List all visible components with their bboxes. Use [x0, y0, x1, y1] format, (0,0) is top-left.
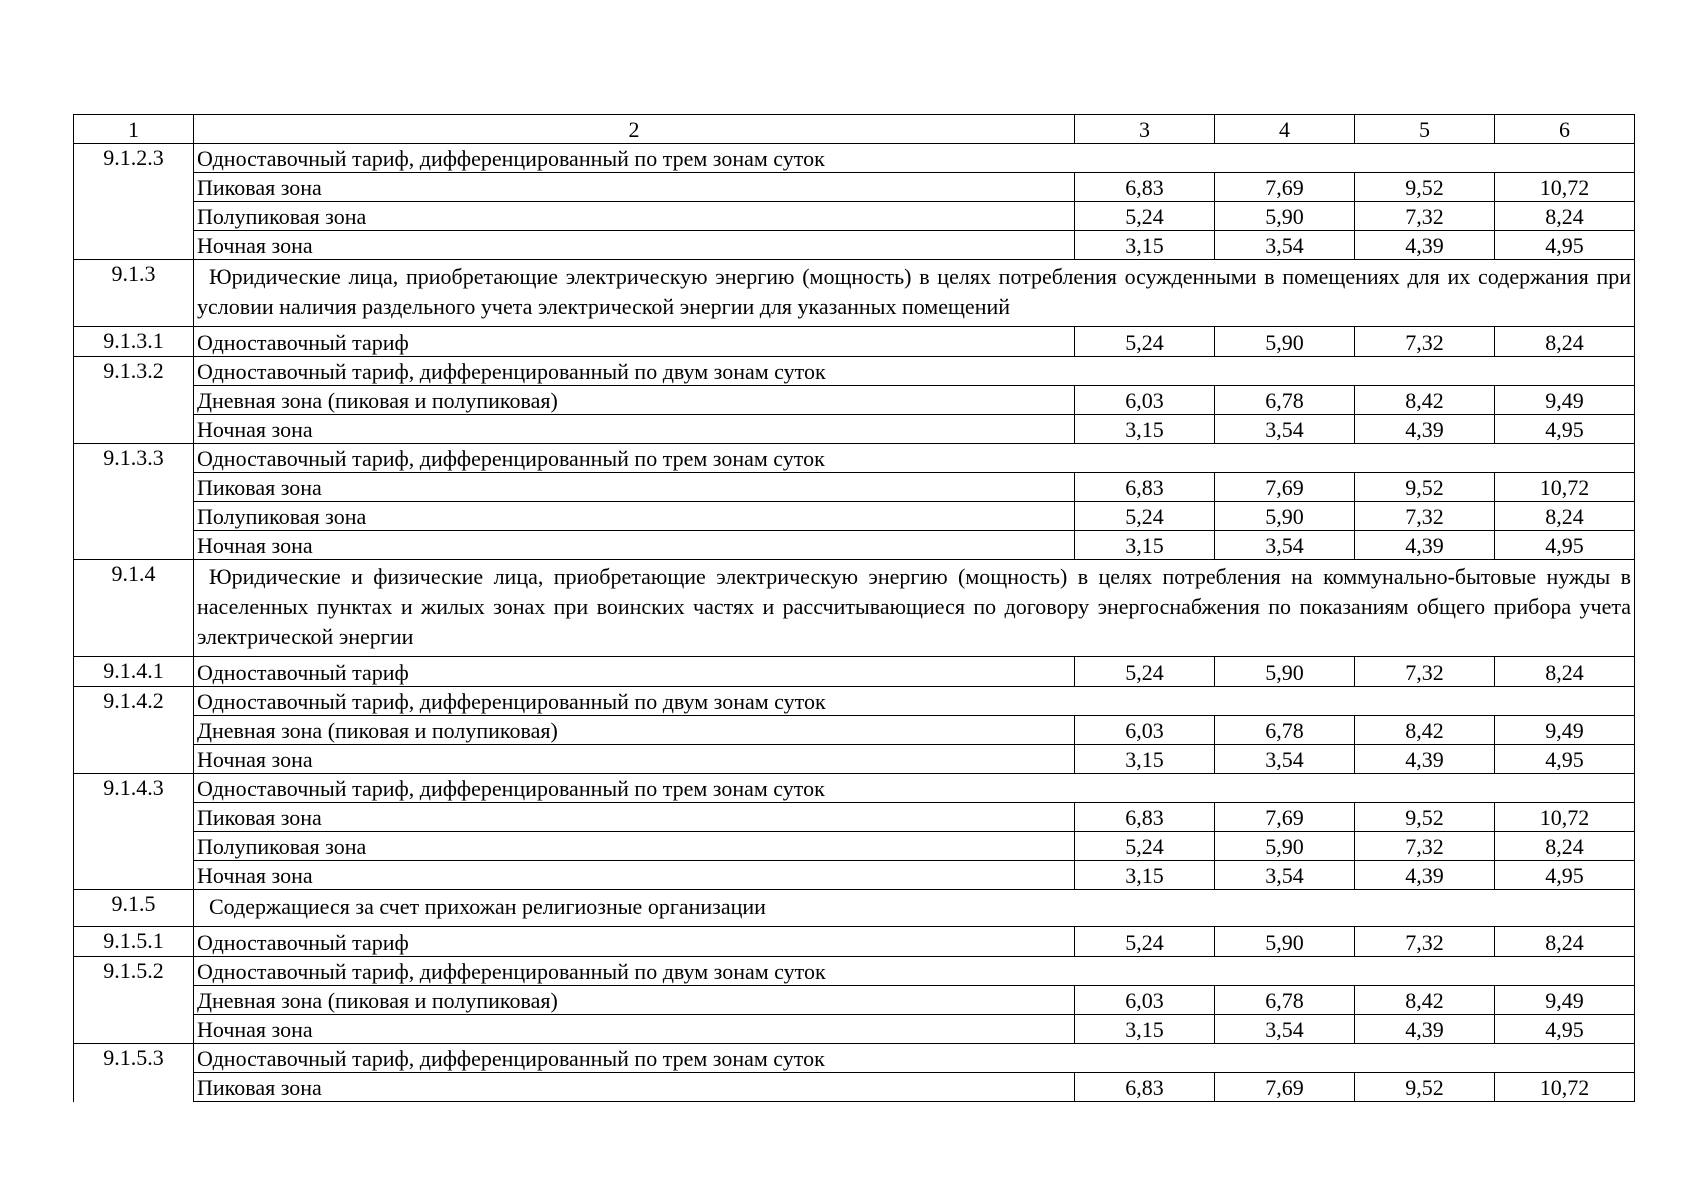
tariff-value: 5,24: [1075, 202, 1215, 231]
tariff-value: 8,24: [1495, 327, 1635, 357]
tariff-value: 3,15: [1075, 861, 1215, 890]
tariff-value: 3,54: [1215, 745, 1355, 774]
tariff-row: [74, 927, 1635, 957]
tariff-value: 3,15: [1075, 1015, 1215, 1044]
tariff-value: 5,24: [1075, 657, 1215, 687]
tariff-value: 8,24: [1495, 927, 1635, 957]
tariff-value: 6,83: [1075, 803, 1215, 832]
subsection-row: [74, 357, 1635, 386]
column-number-6: 6: [1495, 115, 1635, 144]
tariff-value: 6,83: [1075, 173, 1215, 202]
zone-row: [74, 986, 1635, 1015]
tariff-value: 4,39: [1355, 415, 1495, 444]
zone-row: [74, 861, 1635, 890]
zone-name: Полупиковая зона: [194, 832, 1075, 861]
zone-row: [74, 803, 1635, 832]
column-number-5: 5: [1355, 115, 1495, 144]
row-code: 9.1.5.1: [74, 927, 194, 957]
tariff-value: 8,24: [1495, 657, 1635, 687]
subsection-title: Одноставочный тариф, дифференцированный по трем зонам суток: [194, 774, 1635, 803]
group-title: Юридические и физические лица, приобретающие электрическую энергию (мощность) в целях потребления на коммунально-бытовые нужды в населенных пунктах и жилых зонах при воинских частях и рассчитывающиеся по договору энергоснабжения по показаниям общего прибора учета электрической энергии: [194, 560, 1635, 657]
tariff-value: 7,32: [1355, 832, 1495, 861]
tariff-value: 4,95: [1495, 415, 1635, 444]
tariff-value: 8,42: [1355, 986, 1495, 1015]
tariff-name: Одноставочный тариф: [194, 327, 1075, 357]
tariff-value: 6,78: [1215, 986, 1355, 1015]
zone-row: [74, 832, 1635, 861]
tariff-value: 9,52: [1355, 803, 1495, 832]
tariff-value: 7,32: [1355, 202, 1495, 231]
tariff-value: 5,24: [1075, 832, 1215, 861]
tariff-value: 5,24: [1075, 502, 1215, 531]
subsection-row: [74, 144, 1635, 173]
zone-name: Ночная зона: [194, 861, 1075, 890]
subsection-row: [74, 1044, 1635, 1073]
tariff-value: 9,52: [1355, 1073, 1495, 1102]
tariff-value: 10,72: [1495, 173, 1635, 202]
zone-row: [74, 1073, 1635, 1102]
group-title: Юридические лица, приобретающие электрическую энергию (мощность) в целях потребления осужденными в помещениях для их содержания при условии наличия раздельного учета электрической энергии для указанных помещений: [194, 260, 1635, 327]
tariff-value: 6,78: [1215, 386, 1355, 415]
subsection-row: [74, 774, 1635, 803]
row-code: 9.1.3.3: [74, 444, 194, 560]
tariff-value: 4,39: [1355, 1015, 1495, 1044]
subsection-title: Одноставочный тариф, дифференцированный по трем зонам суток: [194, 144, 1635, 173]
tariff-value: 6,03: [1075, 986, 1215, 1015]
row-code: 9.1.3.1: [74, 327, 194, 357]
tariff-value: 3,54: [1215, 415, 1355, 444]
row-code: 9.1.4.2: [74, 687, 194, 774]
tariff-value: 4,39: [1355, 231, 1495, 260]
tariff-value: 5,24: [1075, 327, 1215, 357]
subsection-title: Одноставочный тариф, дифференцированный по трем зонам суток: [194, 444, 1635, 473]
tariff-value: 7,32: [1355, 927, 1495, 957]
tariff-row: [74, 327, 1635, 357]
tariff-value: 6,03: [1075, 716, 1215, 745]
tariff-name: Одноставочный тариф: [194, 927, 1075, 957]
tariff-table: [73, 114, 1635, 1102]
tariff-value: 3,54: [1215, 1015, 1355, 1044]
zone-name: Полупиковая зона: [194, 202, 1075, 231]
tariff-value: 3,15: [1075, 415, 1215, 444]
zone-name: Пиковая зона: [194, 173, 1075, 202]
zone-name: Пиковая зона: [194, 473, 1075, 502]
column-number-row: [74, 115, 1635, 144]
tariff-value: 4,95: [1495, 231, 1635, 260]
tariff-value: 5,90: [1215, 927, 1355, 957]
column-number-1: 1: [74, 115, 194, 144]
tariff-value: 8,42: [1355, 716, 1495, 745]
tariff-value: 10,72: [1495, 803, 1635, 832]
tariff-value: 6,78: [1215, 716, 1355, 745]
tariff-value: 5,24: [1075, 927, 1215, 957]
row-code: 9.1.4.1: [74, 657, 194, 687]
row-code: 9.1.4: [74, 560, 194, 657]
row-code: 9.1.5.3: [74, 1044, 194, 1102]
group-row: [74, 260, 1635, 327]
zone-name: Дневная зона (пиковая и полупиковая): [194, 986, 1075, 1015]
zone-name: Ночная зона: [194, 231, 1075, 260]
row-code: 9.1.3: [74, 260, 194, 327]
tariff-value: 3,54: [1215, 231, 1355, 260]
tariff-value: 4,39: [1355, 861, 1495, 890]
tariff-value: 10,72: [1495, 473, 1635, 502]
zone-row: [74, 473, 1635, 502]
subsection-row: [74, 957, 1635, 986]
zone-row: [74, 716, 1635, 745]
tariff-value: 7,69: [1215, 1073, 1355, 1102]
tariff-value: 5,90: [1215, 502, 1355, 531]
tariff-value: 4,95: [1495, 861, 1635, 890]
column-number-4: 4: [1215, 115, 1355, 144]
tariff-value: 3,15: [1075, 745, 1215, 774]
tariff-value: 4,95: [1495, 531, 1635, 560]
row-code: 9.1.5.2: [74, 957, 194, 1044]
tariff-value: 8,24: [1495, 832, 1635, 861]
tariff-value: 7,69: [1215, 473, 1355, 502]
tariff-value: 7,69: [1215, 173, 1355, 202]
zone-name: Пиковая зона: [194, 1073, 1075, 1102]
tariff-value: 8,24: [1495, 502, 1635, 531]
tariff-value: 5,90: [1215, 832, 1355, 861]
subsection-title: Одноставочный тариф, дифференцированный по двум зонам суток: [194, 687, 1635, 716]
tariff-value: 7,32: [1355, 657, 1495, 687]
tariff-value: 3,15: [1075, 231, 1215, 260]
subsection-title: Одноставочный тариф, дифференцированный по трем зонам суток: [194, 1044, 1635, 1073]
tariff-value: 8,42: [1355, 386, 1495, 415]
tariff-name: Одноставочный тариф: [194, 657, 1075, 687]
column-number-3: 3: [1075, 115, 1215, 144]
zone-name: Дневная зона (пиковая и полупиковая): [194, 386, 1075, 415]
group-title: Содержащиеся за счет прихожан религиозные организации: [194, 890, 1635, 927]
row-code: 9.1.2.3: [74, 144, 194, 260]
tariff-value: 9,52: [1355, 473, 1495, 502]
tariff-value: 6,03: [1075, 386, 1215, 415]
tariff-value: 3,54: [1215, 861, 1355, 890]
tariff-value: 10,72: [1495, 1073, 1635, 1102]
tariff-value: 4,39: [1355, 531, 1495, 560]
zone-row: [74, 745, 1635, 774]
zone-name: Ночная зона: [194, 415, 1075, 444]
zone-row: [74, 415, 1635, 444]
subsection-title: Одноставочный тариф, дифференцированный по двум зонам суток: [194, 357, 1635, 386]
tariff-value: 4,39: [1355, 745, 1495, 774]
zone-name: Ночная зона: [194, 531, 1075, 560]
subsection-title: Одноставочный тариф, дифференцированный по двум зонам суток: [194, 957, 1635, 986]
zone-row: [74, 502, 1635, 531]
tariff-value: 7,32: [1355, 327, 1495, 357]
zone-name: Ночная зона: [194, 1015, 1075, 1044]
zone-row: [74, 202, 1635, 231]
row-code: 9.1.4.3: [74, 774, 194, 890]
tariff-row: [74, 657, 1635, 687]
zone-row: [74, 386, 1635, 415]
tariff-value: 9,52: [1355, 173, 1495, 202]
tariff-value: 6,83: [1075, 473, 1215, 502]
tariff-value: 7,69: [1215, 803, 1355, 832]
tariff-value: 8,24: [1495, 202, 1635, 231]
group-row: [74, 560, 1635, 657]
tariff-value: 3,54: [1215, 531, 1355, 560]
tariff-value: 4,95: [1495, 1015, 1635, 1044]
tariff-value: 9,49: [1495, 716, 1635, 745]
tariff-value: 9,49: [1495, 986, 1635, 1015]
zone-name: Дневная зона (пиковая и полупиковая): [194, 716, 1075, 745]
row-code: 9.1.3.2: [74, 357, 194, 444]
zone-row: [74, 1015, 1635, 1044]
tariff-value: 3,15: [1075, 531, 1215, 560]
tariff-value: 7,32: [1355, 502, 1495, 531]
zone-row: [74, 531, 1635, 560]
zone-row: [74, 231, 1635, 260]
zone-row: [74, 173, 1635, 202]
tariff-table-body: [74, 115, 1635, 1102]
tariff-value: 5,90: [1215, 657, 1355, 687]
subsection-row: [74, 687, 1635, 716]
tariff-value: 5,90: [1215, 327, 1355, 357]
group-row: [74, 890, 1635, 927]
tariff-value: 6,83: [1075, 1073, 1215, 1102]
zone-name: Полупиковая зона: [194, 502, 1075, 531]
subsection-row: [74, 444, 1635, 473]
zone-name: Ночная зона: [194, 745, 1075, 774]
column-number-2: 2: [194, 115, 1075, 144]
tariff-value: 5,90: [1215, 202, 1355, 231]
zone-name: Пиковая зона: [194, 803, 1075, 832]
tariff-value: 9,49: [1495, 386, 1635, 415]
tariff-value: 4,95: [1495, 745, 1635, 774]
row-code: 9.1.5: [74, 890, 194, 927]
